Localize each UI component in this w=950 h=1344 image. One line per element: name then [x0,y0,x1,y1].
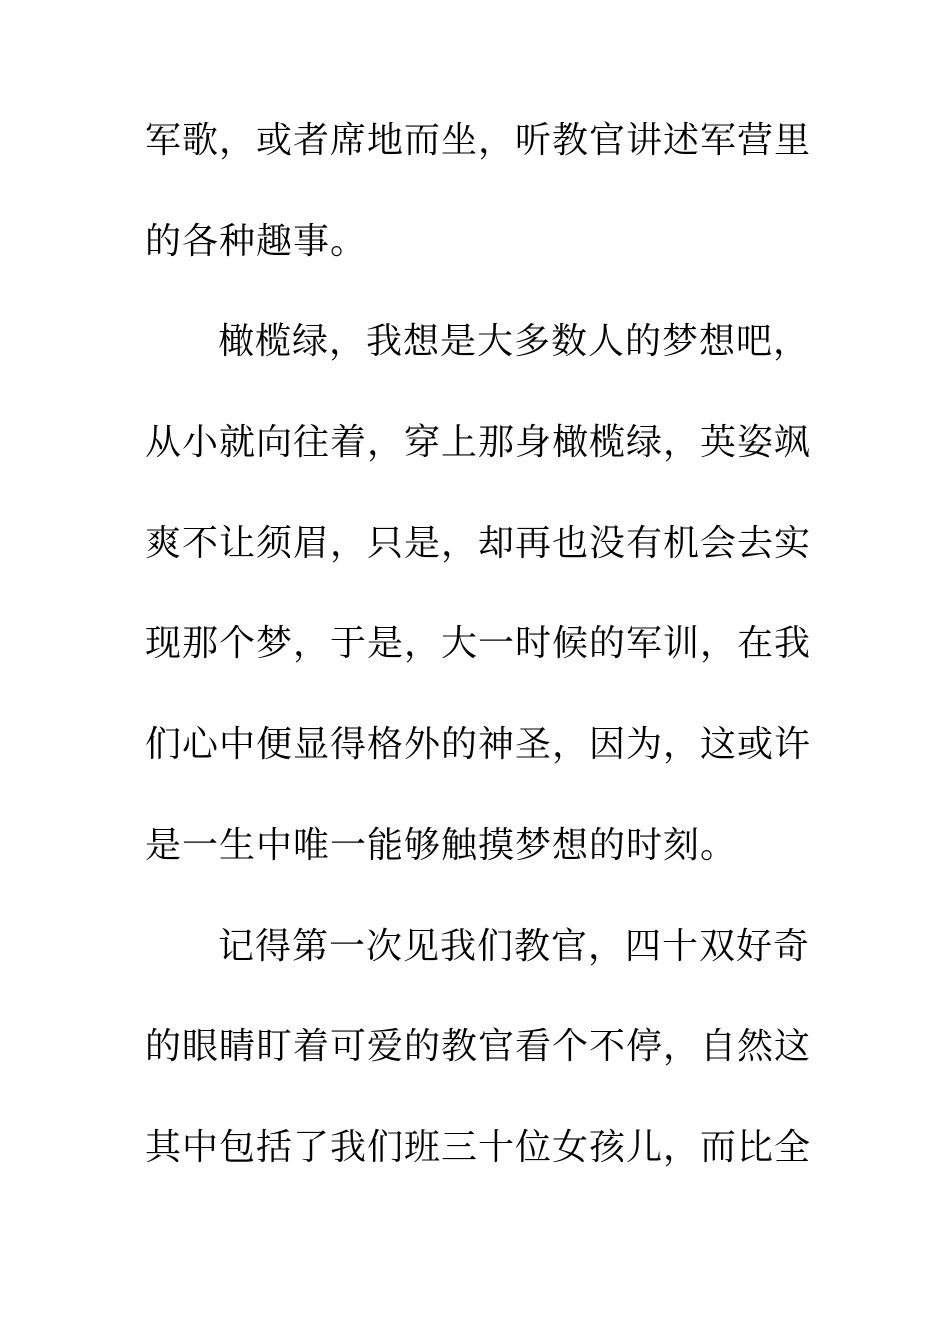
text-line: 军歌，或者席地而坐，听教官讲述军营里 [145,120,812,161]
paragraph-start-line: 记得第一次见我们教官，四十双好奇 [218,925,811,967]
text-line: 现那个梦，于是，大一时候的军训，在我 [145,623,812,665]
text-line: 是一生中唯一能够触摸梦想的时刻。 [145,824,738,866]
text-line: 的眼睛盯着可爱的教官看个不停，自然这 [145,1026,812,1068]
text-line: 们心中便显得格外的神圣，因为，这或许 [145,724,812,766]
text-line: 从小就向往着，穿上那身橄榄绿，英姿飒 [145,422,812,464]
text-line: 其中包括了我们班三十位女孩儿，而比全 [145,1126,812,1168]
text-line: 爽不让须眉，只是，却再也没有机会去实 [145,522,812,564]
paragraph-start-line: 橄榄绿，我想是大多数人的梦想吧， [218,321,811,363]
text-line: 的各种趣事。 [145,220,368,262]
body-text [145,120,812,1231]
